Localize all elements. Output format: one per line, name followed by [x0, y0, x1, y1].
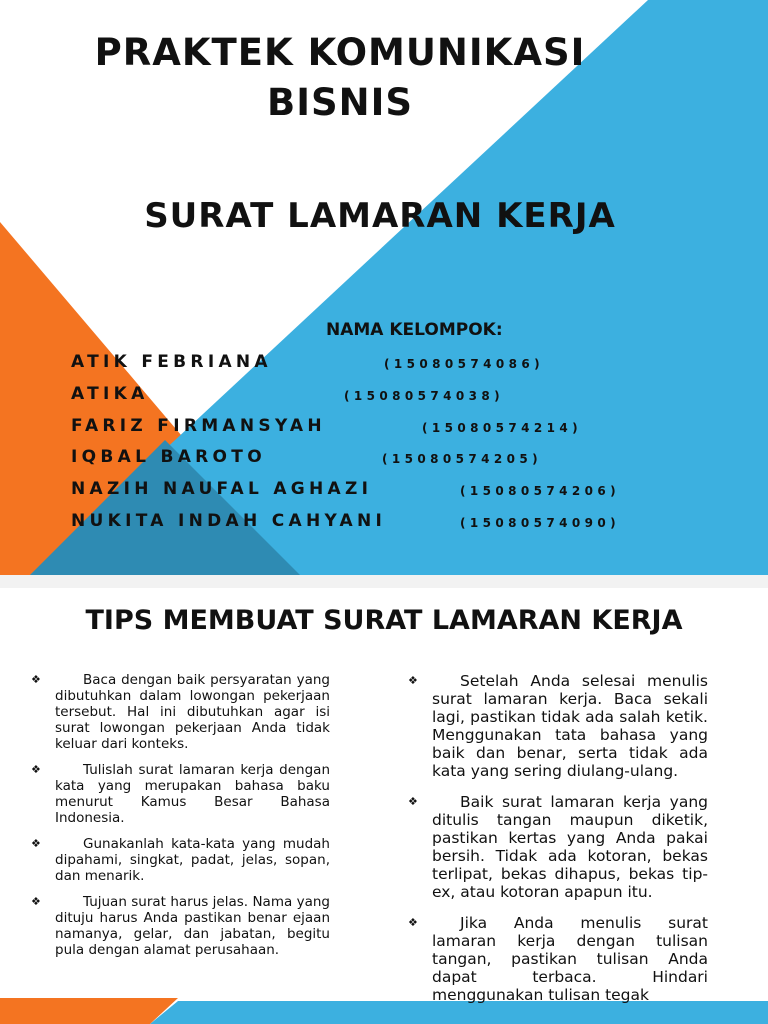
- group-label: NAMA KELOMPOK:: [326, 320, 503, 340]
- list-item: ❖ Baik surat lamaran kerja yang ditulis tangan maupun diketik, pastikan kertas yang Anda pakai bersih. Tidak ada kotoran, bekas terlipat, bekas dihapus, bekas tip-ex, atau kotoran apapun itu.: [408, 793, 708, 901]
- diamond-bullet-icon: ❖: [408, 916, 418, 929]
- member-nim: (15080574090): [460, 516, 621, 530]
- member-nim: (15080574214): [422, 421, 583, 435]
- list-item: ❖ Tujuan surat harus jelas. Nama yang dituju harus Anda pastikan benar ejaan namanya, gelar, dan jabatan, begitu pula dengan alamat perusahaan.: [31, 894, 330, 958]
- diamond-bullet-icon: ❖: [31, 837, 41, 850]
- list-item: ❖ Baca dengan baik persyaratan yang dibutuhkan dalam lowongan pekerjaan tersebut. Hal ini dibutuhkan agar isi surat lowongan pekerjaan Anda tidak keluar dari konteks.: [31, 672, 330, 752]
- list-item: ❖ Tulislah surat lamaran kerja dengan kata yang merupakan bahasa baku menurut Kamus Besar Bahasa Indonesia.: [31, 762, 330, 826]
- tips-list-right: [408, 672, 708, 1017]
- list-item: ❖ Jika Anda menulis surat lamaran kerja dengan tulisan tangan, pastikan tulisan Anda dapat terbaca. Hindari menggunakan tulisan tegak: [408, 914, 708, 1004]
- member-nim: (15080574205): [382, 452, 543, 466]
- diamond-bullet-icon: ❖: [408, 674, 418, 687]
- member-name: FARIZ FIRMANSYAH: [71, 416, 326, 436]
- member-nim: (15080574206): [460, 484, 621, 498]
- member-nim: (15080574038): [344, 389, 505, 403]
- diamond-bullet-icon: ❖: [31, 895, 41, 908]
- orange-bottom-corner: [0, 998, 178, 1024]
- list-item: ❖ Gunakanlah kata-kata yang mudah dipahami, singkat, padat, jelas, sopan, dan menarik.: [31, 836, 330, 884]
- slide-separator: [0, 575, 768, 588]
- diamond-bullet-icon: ❖: [408, 795, 418, 808]
- member-name: NUKITA INDAH CAHYANI: [71, 511, 387, 531]
- presentation-subtitle: SURAT LAMARAN KERJA: [144, 196, 616, 236]
- presentation-title-line1: PRAKTEK KOMUNIKASI: [94, 31, 586, 74]
- list-item: ❖ Setelah Anda selesai menulis surat lamaran kerja. Baca sekali lagi, pastikan tidak ada salah ketik. Menggunakan tata bahasa yang baik dan benar, serta tidak ada kata yang sering diulang-ulang.: [408, 672, 708, 780]
- member-nim: (15080574086): [384, 357, 545, 371]
- diamond-bullet-icon: ❖: [31, 673, 41, 686]
- member-name: ATIKA: [71, 384, 149, 404]
- member-name: IQBAL BAROTO: [71, 447, 266, 467]
- tips-list-left: [31, 672, 330, 968]
- tips-title: TIPS MEMBUAT SURAT LAMARAN KERJA: [85, 605, 683, 636]
- member-name: ATIK FEBRIANA: [71, 352, 272, 372]
- diamond-bullet-icon: ❖: [31, 763, 41, 776]
- presentation-title-line2: BISNIS: [267, 81, 413, 124]
- member-name: NAZIH NAUFAL AGHAZI: [71, 479, 373, 499]
- tips-slide: [0, 588, 768, 1024]
